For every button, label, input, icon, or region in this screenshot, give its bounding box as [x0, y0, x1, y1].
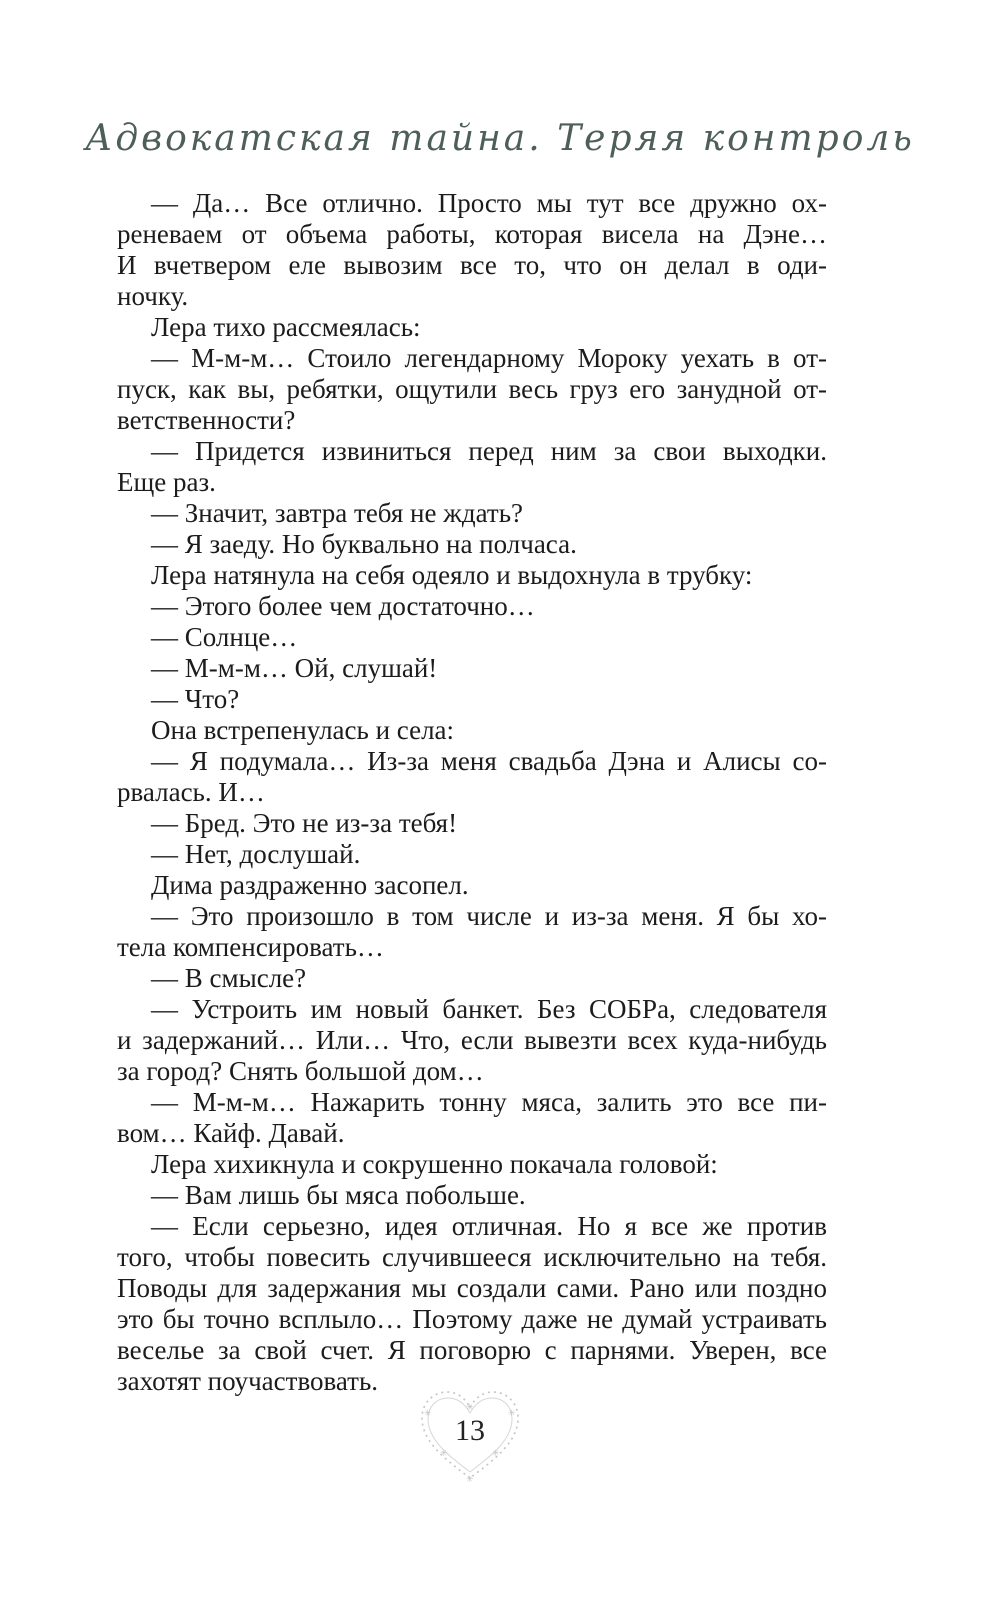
- text-line: — В смысле?: [151, 963, 307, 993]
- text-line: — Я подумала… Из-за меня свадьба Дэна и Алисы со-: [151, 746, 827, 776]
- text-line: — Да… Все отлично. Просто мы тут все дружно ох-: [151, 188, 827, 218]
- text-line: ночку.: [117, 281, 189, 311]
- svg-text:✳: ✳: [424, 1409, 432, 1419]
- text-line: Дима раздраженно засопел.: [151, 870, 469, 900]
- text-line: — Солнце…: [151, 622, 298, 652]
- text-line: — Устроить им новый банкет. Без СОБРа, следователя: [151, 994, 827, 1024]
- text-line: и задержаний… Или… Что, если вывезти всех куда-нибудь: [117, 1025, 827, 1055]
- text-line: — Вам лишь бы мяса побольше.: [151, 1180, 526, 1210]
- text-line: — М-м-м… Стоило легендарному Мороку уехать в от-: [151, 343, 827, 373]
- text-line: веселье за свой счет. Я поговорю с парнями. Уверен, все: [117, 1335, 827, 1365]
- text-line: — М-м-м… Ой, слушай!: [151, 653, 438, 683]
- running-title: Адвокатская тайна. Теряя контроль: [85, 118, 915, 159]
- text-line: Она встрепенулась и села:: [151, 715, 455, 745]
- text-line: Лера хихикнула и сокрушенно покачала головой:: [151, 1149, 718, 1179]
- text-line: того, чтобы повесить случившееся исключительно на тебя.: [117, 1242, 827, 1272]
- text-line: Поводы для задержания мы создали сами. Рано или поздно: [117, 1273, 827, 1303]
- text-line: Лера натянула на себя одеяло и выдохнула в трубку:: [151, 560, 753, 590]
- svg-text:✳: ✳: [440, 1449, 448, 1459]
- svg-text:✳: ✳: [492, 1449, 500, 1459]
- svg-text:✳: ✳: [466, 1475, 474, 1485]
- text-line: за город? Снять большой дом…: [117, 1056, 484, 1086]
- text-line: ветственности?: [117, 405, 296, 435]
- text-line: — М-м-м… Нажарить тонну мяса, залить это все пи-: [151, 1087, 827, 1117]
- text-line: — Это произошло в том числе и из-за меня. Я бы хо-: [151, 901, 827, 931]
- page-number-ornament: [416, 1386, 524, 1486]
- text-line: захотят поучаствовать.: [117, 1366, 379, 1396]
- text-line: — Значит, завтра тебя не ждать?: [151, 498, 523, 528]
- page-number: 13: [455, 1414, 485, 1447]
- text-line: Еще раз.: [117, 467, 216, 497]
- text-line: — Придется извиниться перед ним за свои выходки.: [151, 436, 827, 466]
- text-line: вом… Кайф. Давай.: [117, 1118, 345, 1148]
- text-line: тела компенсировать…: [117, 932, 384, 962]
- text-line: рвалась. И…: [117, 777, 265, 807]
- svg-text:✳: ✳: [466, 1403, 474, 1413]
- text-line: это бы точно всплыло… Поэтому даже не думай устраивать: [117, 1304, 827, 1334]
- text-line: — Нет, дослушай.: [151, 839, 361, 869]
- text-line: Лера тихо рассмеялась:: [151, 312, 421, 342]
- text-line: — Если серьезно, идея отличная. Но я все же против: [151, 1211, 827, 1241]
- text-line: пуск, как вы, ребятки, ощутили весь груз его занудной от-: [117, 374, 827, 404]
- text-line: — Я заеду. Но буквально на полчаса.: [151, 529, 577, 559]
- svg-text:✳: ✳: [508, 1409, 516, 1419]
- text-line: — Этого более чем достаточно…: [151, 591, 535, 621]
- text-line: реневаем от объема работы, которая висела на Дэне…: [117, 219, 827, 249]
- text-line: И вчетвером еле вывозим все то, что он делал в оди-: [117, 250, 827, 280]
- body-text: [117, 188, 827, 1397]
- text-line: — Что?: [151, 684, 240, 714]
- text-line: — Бред. Это не из-за тебя!: [151, 808, 458, 838]
